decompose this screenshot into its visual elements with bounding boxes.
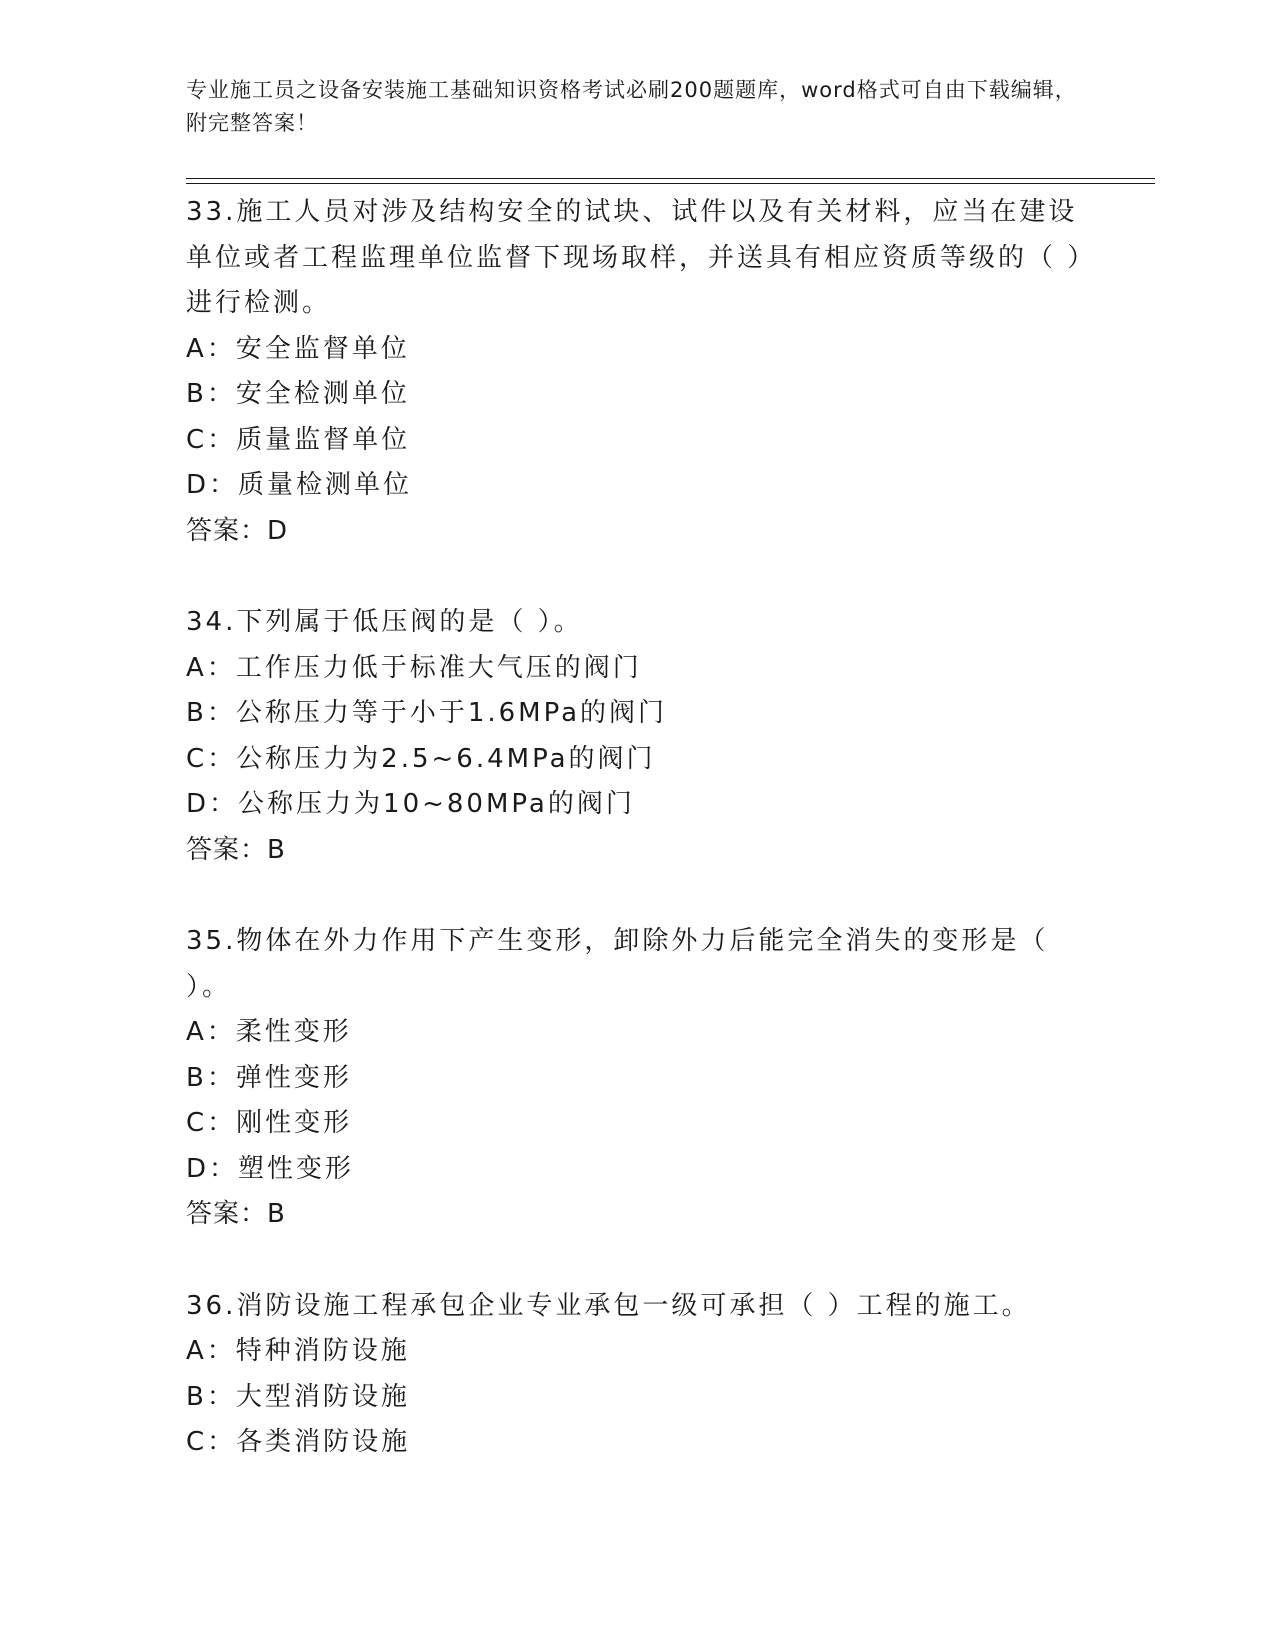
option-b: B：弹性变形: [186, 1062, 352, 1093]
question-stem: 35.物体在外力作用下产生变形，卸除外力后能完全消失的变形是（ ）。: [186, 926, 1049, 1002]
header-divider-top: [186, 178, 1155, 179]
question-list: [186, 190, 1086, 1466]
option-c: C：刚性变形: [186, 1108, 353, 1138]
option-c: C：各类消防设施: [186, 1427, 411, 1457]
option-d: D：质量检测单位: [186, 470, 413, 500]
option-d: D：塑性变形: [186, 1153, 355, 1184]
option-b: B：公称压力等于小于1.6MPa的阀门: [186, 698, 668, 728]
option-b: B：大型消防设施: [186, 1381, 410, 1412]
question-36: [186, 1284, 1086, 1466]
option-a: A：安全监督单位: [186, 333, 410, 364]
option-a: A：柔性变形: [186, 1017, 352, 1047]
question-35: [186, 919, 1086, 1238]
question-33: [186, 190, 1086, 554]
option-d: D：公称压力为10~80MPa的阀门: [186, 789, 635, 819]
answer-text: 答案：B: [186, 834, 286, 865]
option-a: A：特种消防设施: [186, 1336, 410, 1366]
option-a: A：工作压力低于标准大气压的阀门: [186, 652, 642, 683]
question-34: [186, 600, 1086, 873]
question-stem: 33.施工人员对涉及结构安全的试块、试件以及有关材料，应当在建设单位或者工程监理单位监督下现场取样，并送具有相应资质等级的（ ）进行检测。: [186, 197, 1084, 318]
question-spacer: [186, 554, 1086, 600]
answer-text: 答案：D: [186, 515, 289, 546]
question-stem: 36.消防设施工程承包企业专业承包一级可承担（ ）工程的施工。: [186, 1290, 1031, 1321]
header-divider-bottom: [186, 183, 1155, 184]
option-c: C：质量监督单位: [186, 424, 411, 455]
option-c: C：公称压力为2.5~6.4MPa的阀门: [186, 743, 656, 774]
question-spacer: [186, 873, 1086, 919]
question-stem: 34.下列属于低压阀的是（ ）。: [186, 607, 583, 637]
document-header: 专业施工员之设备安装施工基础知识资格考试必刷200题题库，word格式可自由下载编辑，附完整答案！: [186, 78, 1077, 135]
option-b: B：安全检测单位: [186, 379, 410, 409]
answer-text: 答案：B: [186, 1199, 286, 1229]
question-spacer: [186, 1238, 1086, 1284]
